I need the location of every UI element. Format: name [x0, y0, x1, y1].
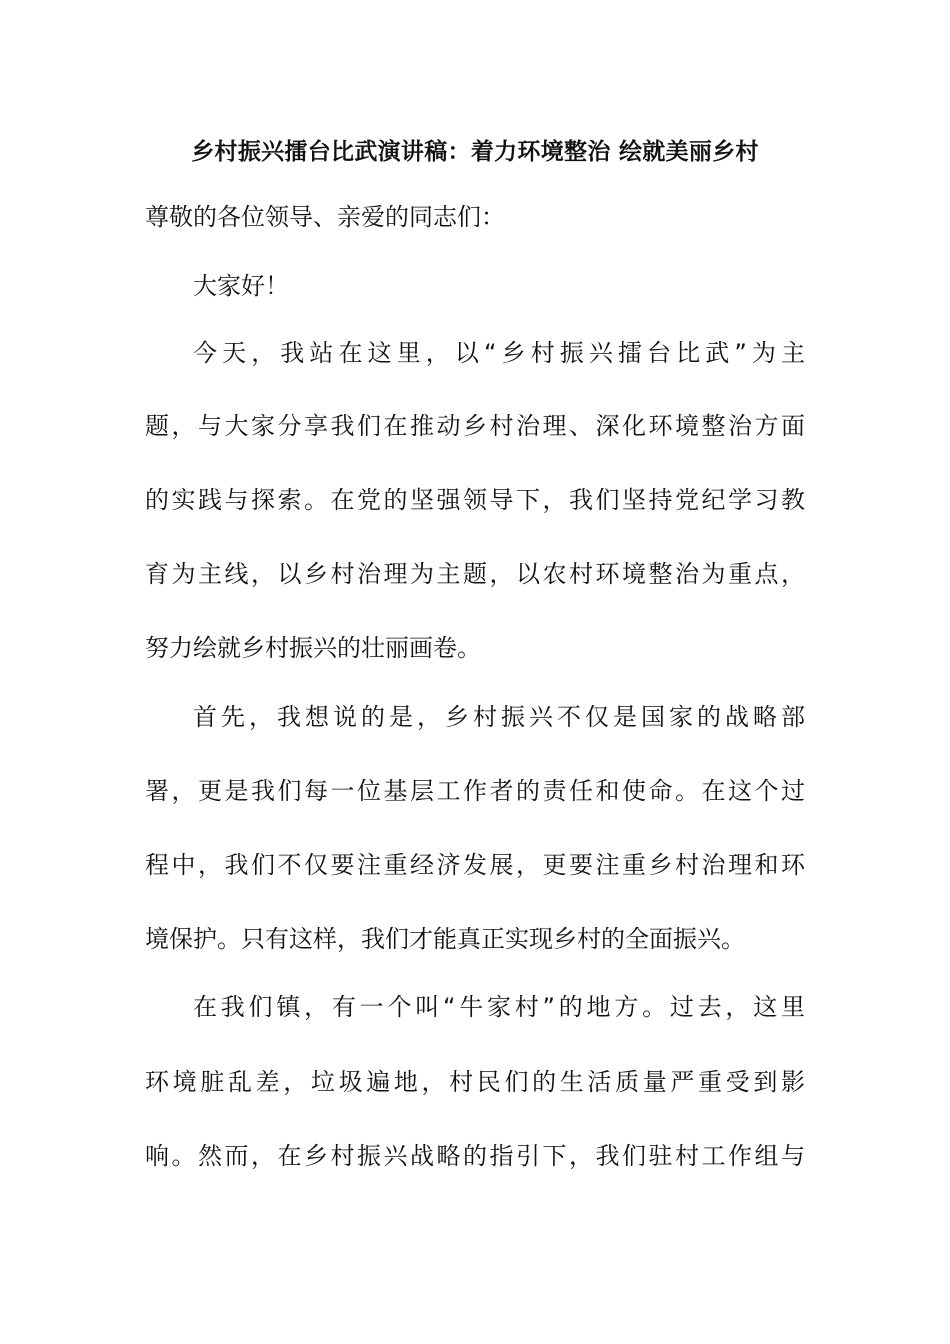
paragraph-3-line-3: 响。然而，在乡村振兴战略的指引下，我们驻村工作组与: [145, 1142, 805, 1170]
paragraph-1-line-5: 努力绘就乡村振兴的壮丽画卷。: [145, 634, 481, 662]
paragraph-1-line-3: 的实践与探索。在党的坚强领导下，我们坚持党纪学习教: [145, 486, 805, 514]
paragraph-1-line-2: 题，与大家分享我们在推动乡村治理、深化环境整治方面: [145, 412, 805, 440]
document-title: 乡村振兴擂台比武演讲稿：着力环境整治 绘就美丽乡村: [191, 139, 759, 165]
paragraph-2-line-2: 署，更是我们每一位基层工作者的责任和使命。在这个过: [145, 777, 805, 805]
paragraph-3-line-1: 在我们镇，有一个叫“牛家村”的地方。过去，这里: [193, 993, 805, 1021]
salutation: 尊敬的各位领导、亲爱的同志们：: [145, 203, 505, 231]
paragraph-1-line-1: 今天，我站在这里，以“乡村振兴擂台比武”为主: [193, 339, 805, 367]
greeting: 大家好！: [193, 272, 289, 300]
paragraph-1-line-4: 育为主线，以乡村治理为主题，以农村环境整治为重点，: [145, 560, 805, 588]
paragraph-2-line-3: 程中，我们不仅要注重经济发展，更要注重乡村治理和环: [145, 851, 805, 879]
paragraph-2-line-4: 境保护。只有这样，我们才能真正实现乡村的全面振兴。: [145, 925, 745, 953]
paragraph-3-line-2: 环境脏乱差，垃圾遍地，村民们的生活质量严重受到影: [145, 1068, 805, 1096]
paragraph-2-line-1: 首先，我想说的是，乡村振兴不仅是国家的战略部: [193, 703, 805, 731]
